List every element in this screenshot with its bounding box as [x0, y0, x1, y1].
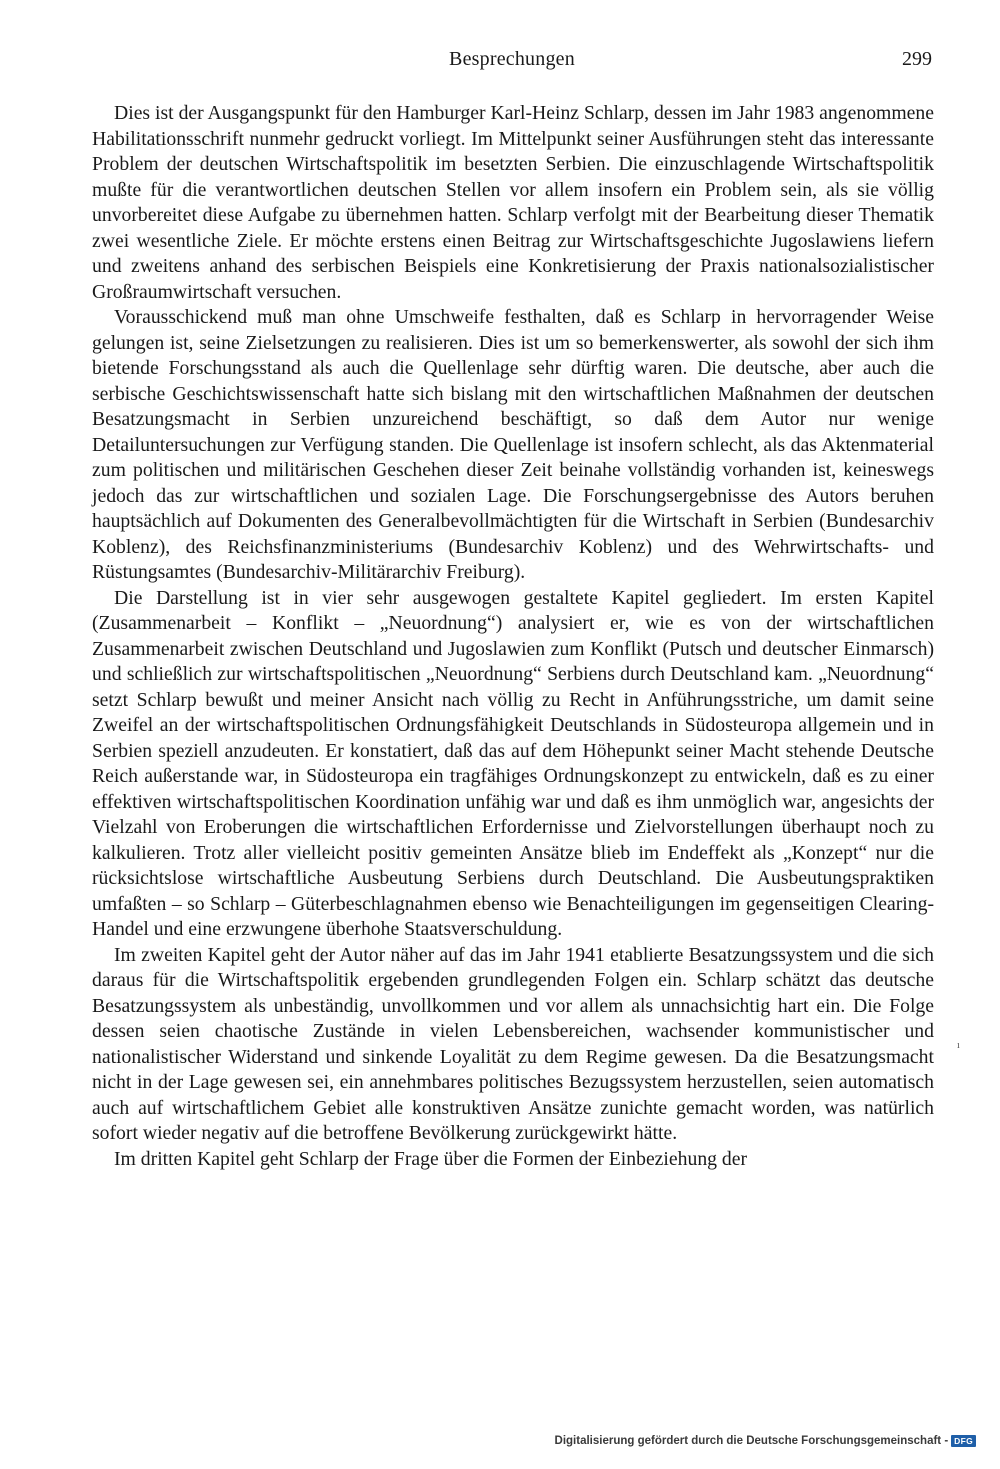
margin-mark: ı — [957, 1040, 960, 1051]
paragraph-3: Die Darstellung ist in vier sehr ausgewogen gestaltete Kapitel gegliedert. Im ersten Kapitel (Zusammenarbeit – Konflikt – „Neuordnung“) analysiert er, wie es von der wirtschaftlichen Zusammenarbeit zwischen Deutschland und Jugoslawien zum Konflikt (Putsch und deutscher Einmarsch) und schließlich zur wirtschaftspolitischen „Neuordnung“ Serbiens durch Deutschland kam. „Neuordnung“ setzt Schlarp bewußt und meiner Ansicht nach völlig zu Recht in Anführungsstriche, um damit seine Zweifel an der wirtschaftspolitischen Ordnungsfähigkeit Deutschlands in Südosteuropa allgemein und in Serbien speziell anzudeuten. Er konstatiert, daß das auf dem Höhepunkt seiner Macht stehende Deutsche Reich außerstande war, in Südosteuropa ein tragfähiges Ordnungskonzept zu entwickeln, daß es zu einer effektiven wirtschaftspolitischen Koordination unfähig war und daß es ihm unmöglich war, angesichts der Vielzahl von Eroberungen die wirtschaftlichen Erfordernisse und Zielvorstellungen überhaupt noch zu kalkulieren. Trotz aller vielleicht positiv gemeinten Ansätze blieb im Endeffekt als „Konzept“ nur die rücksichtslose wirtschaftliche Ausbeutung Serbiens durch Deutschland. Die Ausbeutungspraktiken umfaßten – so Schlarp – Güterbeschlagnahmen ebenso wie Benachteiligungen im gegenseitigen Clearing-Handel und eine erzwungene überhohe Staatsverschuldung. — [92, 586, 934, 940]
dfg-logo: DFG — [951, 1435, 976, 1447]
running-head: Besprechungen — [449, 48, 575, 70]
digitization-credit — [555, 1435, 976, 1447]
credit-text: Digitalisierung gefördert durch die Deutsche Forschungsgemeinschaft - — [554, 1435, 949, 1447]
page-number: 299 — [902, 48, 932, 70]
article-body — [92, 101, 934, 1172]
paragraph-5: Im dritten Kapitel geht Schlarp der Frage über die Formen der Einbeziehung der — [114, 1147, 748, 1170]
paragraph-2: Vorausschickend muß man ohne Umschweife festhalten, daß es Schlarp in hervorragender Weise gelungen ist, seine Zielsetzungen zu realisieren. Dies ist um so bemerkenswerter, als sowohl der sich ihm bietende Forschungsstand als auch die Quellenlage sehr dürftig waren. Die deutsche, aber auch die serbische Geschichtswissenschaft hatte sich bislang mit den wirtschaftlichen Maßnahmen der deutschen Besatzungsmacht in Serbien unzureichend beschäftigt, so daß dem Autor nur wenige Detailuntersuchungen zur Verfügung standen. Die Quellenlage ist insofern schlecht, als das Aktenmaterial zum politischen und militärischen Geschehen dieser Zeit beinahe vollständig vorhanden ist, keineswegs jedoch das zur wirtschaftlichen und sozialen Lage. Die Forschungsergebnisse des Autors beruhen hauptsächlich auf Dokumenten des Generalbevollmächtigten für die Wirtschaft in Serbien (Bundesarchiv Koblenz), des Reichsfinanzministeriums (Bundesarchiv Koblenz) und des Wehrwirtschafts- und Rüstungsamtes (Bundesarchiv-Militärarchiv Freiburg). — [92, 306, 934, 583]
page-header — [92, 48, 932, 76]
paragraph-1: Dies ist der Ausgangspunkt für den Hamburger Karl-Heinz Schlarp, dessen im Jahr 1983 angenommene Habilitationsschrift nunmehr gedruckt vorliegt. Im Mittelpunkt seiner Ausführungen steht das interessante Problem der deutschen Wirtschaftspolitik im besetzten Serbien. Die einzuschlagende Wirtschaftspolitik mußte für die verantwortlichen deutschen Stellen vor allem insofern ein Problem sein, als sie völlig unvorbereitet diese Aufgabe zu übernehmen hatten. Schlarp verfolgt mit der Bearbeitung dieser Thematik zwei wesentliche Ziele. Er möchte erstens einen Beitrag zur Wirtschaftsgeschichte Jugoslawiens liefern und zweitens anhand des serbischen Beispiels eine Konkretisierung der Praxis nationalsozialistischer Großraumwirtschaft versuchen. — [92, 102, 934, 303]
paragraph-4: Im zweiten Kapitel geht der Autor näher auf das im Jahr 1941 etablierte Besatzungssystem und die sich daraus für die Wirtschaftspolitik ergebenden grundlegenden Folgen ein. Schlarp schätzt das deutsche Besatzungssystem als unbeständig, unvollkommen und vor allem als unnachsichtig hart ein. Die Folge dessen seien chaotische Zustände in vielen Lebensbereichen, wachsender kommunistischer und nationalistischer Widerstand und sinkende Loyalität zu dem Regime gewesen. Da die Besatzungsmacht nicht in der Lage gewesen sei, ein annehmbares politisches Bezugssystem herzustellen, seien automatisch auch auf wirtschaftlichem Gebiet alle konstruktiven Ansätze zunichte gemacht worden, was natürlich sofort wieder negativ auf die betroffene Bevölkerung zurückgewirkt hätte. — [92, 943, 934, 1144]
